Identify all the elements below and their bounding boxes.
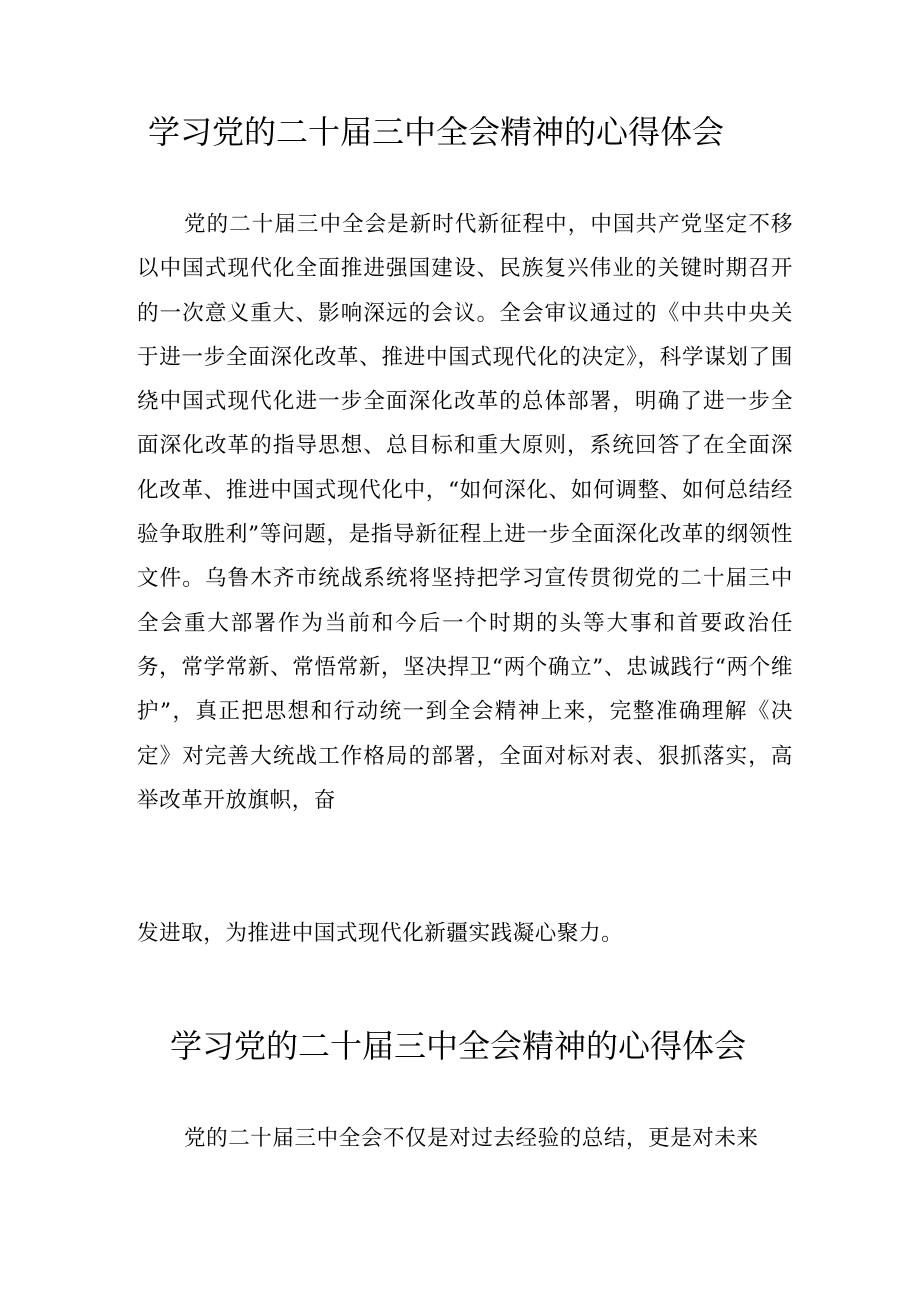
section-title: 学习党的二十届三中全会精神的心得体会: [170, 1027, 747, 1065]
body-paragraph: 党的二十届三中全会不仅是对过去经验的总结，更是对未来: [184, 1126, 759, 1151]
body-paragraph: 党的二十届三中全会是新时代新征程中，中国共产党坚定不移以中国式现代化全面推进强国建设、民族复兴伟业的关键时期召开的一次意义重大、影响深远的会议。全会审议通过的《中共中央关于进一步全面深化改革、推进中国式现代化的决定》，科学谋划了围绕中国式现代化进一步全面深化改革的总体部署，明确了进一步全面深化改革的指导思想、总目标和重大原则，系统回答了在全面深化改革、推进中国式现代化中，“如何深化、如何调整、如何总结经验争取胜利”等问题，是指导新征程上进一步全面深化改革的纲领性文件。乌鲁木齐市统战系统将坚持把学习宣传贯彻党的二十届三中全会重大部署作为当前和今后一个时期的头等大事和首要政治任务，常学常新、常悟常新，坚决捍卫“两个确立”、忠诚践行“两个维护”，真正把思想和行动统一到全会精神上来，完整准确理解《决定》对完善大统战工作格局的部署，全面对标对表、狠抓落实，高举改革开放旗帜，奋: [137, 212, 793, 813]
section-title: 学习党的二十届三中全会精神的心得体会: [148, 113, 725, 151]
body-paragraph-continuation: 发进取，为推进中国式现代化新疆实践凝心聚力。: [137, 921, 624, 946]
